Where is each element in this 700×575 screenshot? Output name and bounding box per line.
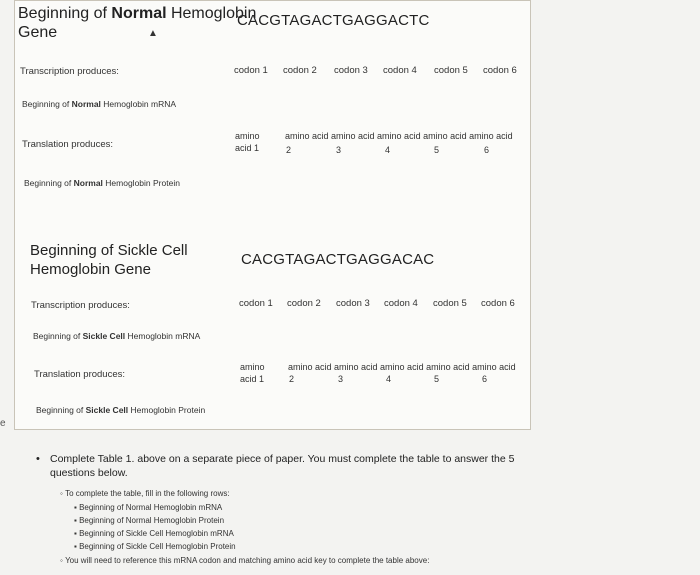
sickle-translation-label: Translation produces: (34, 369, 126, 380)
aa-number: 2 (286, 145, 292, 155)
instructions-sub2: ◦ You will need to reference this mRNA codon and matching amino acid key to complete the table above: (60, 556, 430, 565)
aa-number: 2 (289, 374, 295, 384)
normal-gene-title: Beginning of Normal Hemoglobin Gene (18, 5, 257, 41)
aa-number: 6 (484, 145, 490, 155)
normal-codon-row (234, 65, 517, 76)
circle-bullet-icon: ◦ (60, 556, 66, 565)
normal-aa-rest: amino acid amino acid amino acid amino acid amino acid (285, 131, 513, 141)
aa-number: 6 (482, 374, 488, 384)
aa-number: 4 (385, 145, 391, 155)
sickle-gene-title: Beginning of Sickle Cell Hemoglobin Gene (30, 242, 188, 278)
sickle-aa-rest: amino acid amino acid amino acid amino acid amino acid (288, 362, 516, 372)
bullet-icon: ▪ (74, 529, 80, 538)
codon-label: codon 1 (239, 298, 273, 309)
codon-label: codon 2 (283, 65, 317, 76)
instruction-item: ▪ Beginning of Sickle Cell Hemoglobin Protein (74, 542, 236, 551)
codon-label: codon 3 (334, 65, 368, 76)
codon-label: codon 2 (287, 298, 321, 309)
bullet-icon: ▪ (74, 516, 80, 525)
sickle-protein-row-label: Beginning of Sickle Cell Hemoglobin Protein (36, 405, 206, 415)
instruction-item: ▪ Beginning of Normal Hemoglobin mRNA (74, 503, 223, 512)
sickle-aa-first: amino acid 1 (240, 362, 265, 384)
codon-label: codon 1 (234, 65, 268, 76)
instructions-main: Complete Table 1. above on a separate piece of paper. You must complete the table to answer the 5 questions below. (50, 453, 515, 479)
instruction-item: ▪ Beginning of Normal Hemoglobin Protein (74, 516, 225, 525)
sickle-dna-sequence: CACGTAGACTGAGGACAC (241, 251, 435, 268)
bullet-icon: ▪ (74, 503, 80, 512)
aa-number: 5 (434, 145, 440, 155)
normal-mrna-row-label: Beginning of Normal Hemoglobin mRNA (22, 99, 177, 109)
codon-label: codon 5 (434, 65, 468, 76)
normal-aa-first: amino acid 1 (235, 131, 260, 153)
codon-label: codon 4 (383, 65, 417, 76)
normal-translation-label: Translation produces: (22, 139, 114, 150)
sickle-codon-row (239, 298, 515, 309)
instructions-sub1: ◦ To complete the table, fill in the following rows: (60, 489, 230, 498)
circle-bullet-icon: ◦ (60, 489, 66, 498)
bullet-icon: ▪ (74, 542, 80, 551)
codon-label: codon 3 (336, 298, 370, 309)
aa-number: 3 (338, 374, 344, 384)
aa-number: 5 (434, 374, 440, 384)
sickle-transcription-label: Transcription produces: (31, 300, 130, 311)
codon-label: codon 4 (384, 298, 418, 309)
instruction-item: ▪ Beginning of Sickle Cell Hemoglobin mRNA (74, 529, 234, 538)
aa-number: 3 (336, 145, 342, 155)
aa-number: 4 (386, 374, 392, 384)
bullet-icon: • (36, 453, 40, 465)
sickle-mrna-row-label: Beginning of Sickle Cell Hemoglobin mRNA (33, 331, 201, 341)
normal-protein-row-label: Beginning of Normal Hemoglobin Protein (24, 178, 180, 188)
normal-dna-sequence: CACGTAGACTGAGGACTC (237, 12, 430, 29)
margin-mark: e (0, 418, 6, 429)
codon-label: codon 5 (433, 298, 467, 309)
normal-transcription-label: Transcription produces: (20, 66, 119, 77)
codon-label: codon 6 (483, 65, 517, 76)
cursor-icon: ▲ (148, 28, 158, 39)
codon-label: codon 6 (481, 298, 515, 309)
